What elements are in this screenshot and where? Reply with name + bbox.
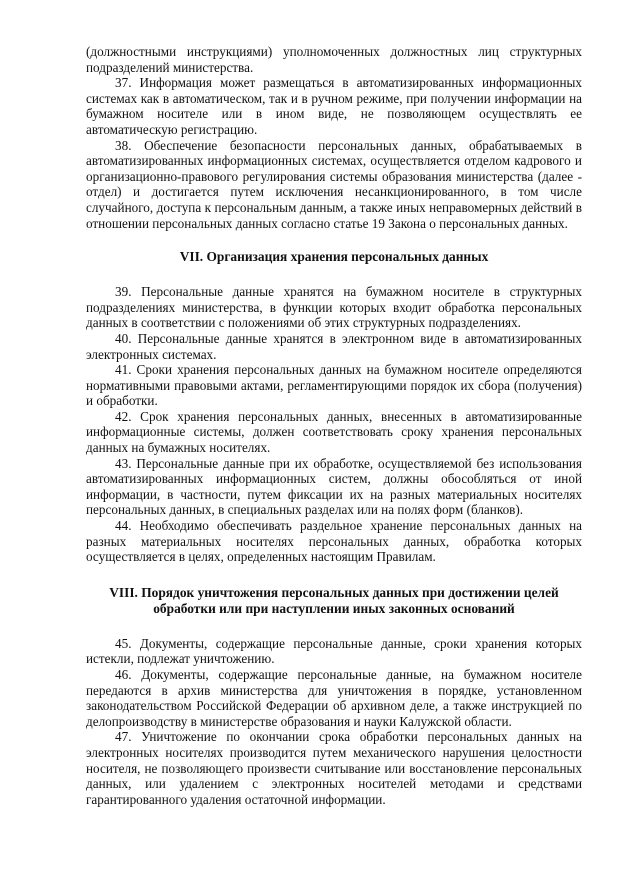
section-heading-vii: VII. Организация хранения персональных данных — [179, 249, 489, 265]
section-heading-viii-line2: обработки или при наступлении иных законных оснований — [153, 600, 515, 616]
paragraph-40: 40. Персональные данные хранятся в электронном виде в автоматизированных электронных системах. — [86, 330, 582, 362]
section-heading-viii — [86, 585, 582, 617]
section-heading-viii-line1: VIII. Порядок уничтожения персональных данных при достижении целей — [109, 584, 559, 600]
paragraph-43: 43. Персональные данные при их обработке, осуществляемой без использования автоматизированных информационных систем, должны обособляться от иной информации, в частности, путем фиксации их на разных материальных носителях персональных данных, в специальных разделах или на полях форм (бланков). — [86, 455, 582, 518]
paragraph-37: 37. Информация может размещаться в автоматизированных информационных системах как в автоматическом, так и в ручном режиме, при получении информации на бумажном носителе или в ином виде, не позволяющем осуществлять ее автоматическую регистрацию. — [86, 75, 582, 137]
paragraph-45: 45. Документы, содержащие персональные данные, сроки хранения которых истекли, подлежат уничтожению. — [86, 635, 582, 667]
paragraph-44: 44. Необходимо обеспечивать раздельное хранение персональных данных на разных материальных носителях персональных данных, обработка которых осуществляется в целях, определенных настоящим Правилам. — [86, 518, 582, 565]
paragraph-38: 38. Обеспечение безопасности персональных данных, обрабатываемых в автоматизированных информационных системах, осуществляется отделом кадрового и организационно-правового регулирования системы образования министерства (далее - отдел) и достигается путем исключения несанкционированного, в том числе случайного, доступа к персональным данным, а также иных неправомерных действий в отношении персональных данных согласно статье 19 Закона о персональных данных. — [86, 137, 582, 231]
paragraph-41: 41. Сроки хранения персональных данных на бумажном носителе определяются нормативными правовыми актами, регламентирующими порядок их сбора (получения) и обработки. — [86, 362, 582, 409]
paragraph-42: 42. Срок хранения персональных данных, внесенных в автоматизированные информационные системы, должен соответствовать сроку хранения персональных данных на бумажных носителях. — [86, 408, 582, 456]
paragraph-intro: (должностными инструкциями) уполномоченных должностных лиц структурных подразделений министерства. — [86, 44, 582, 75]
paragraph-39: 39. Персональные данные хранятся на бумажном носителе в структурных подразделениях министерства, в функции которых входит обработка персональных данных в соответствии с положениями об этих структурных подразделениях. — [86, 284, 582, 331]
paragraph-46: 46. Документы, содержащие персональные данные, на бумажном носителе передаются в архив министерства для уничтожения в порядке, установленном законодательством Российской Федерации об архивном деле, а также инструкцией по делопроизводству в министерстве образования и науки Калужской области. — [86, 667, 582, 729]
paragraph-47: 47. Уничтожение по окончании срока обработки персональных данных на электронных носителях производится путем механического нарушения целостности носителя, не позволяющего произвести считывание или восстановление персональных данных, или удалением с электронных носителей методами и средствами гарантированного удаления остаточной информации. — [86, 729, 582, 807]
